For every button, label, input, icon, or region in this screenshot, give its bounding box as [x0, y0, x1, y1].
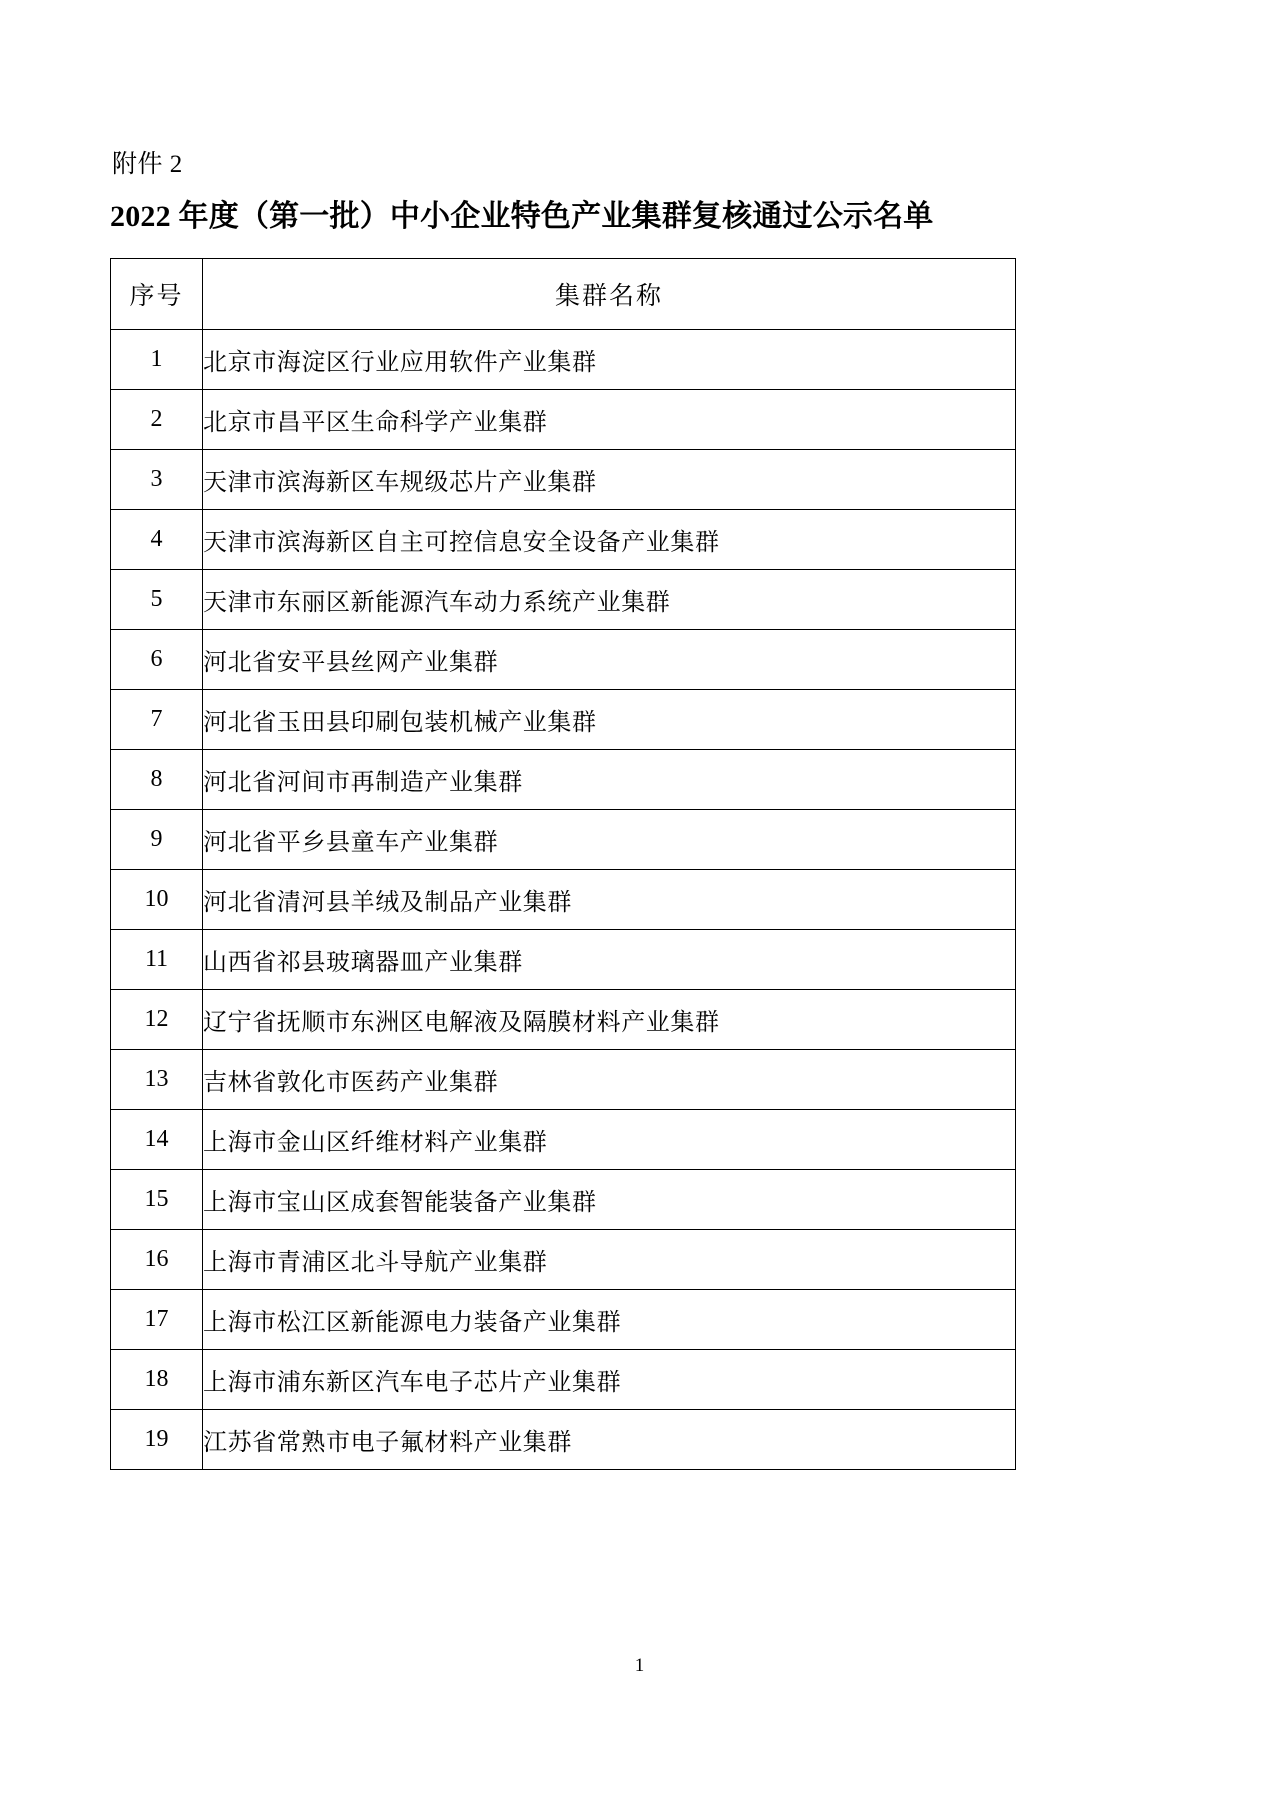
table-row: [111, 449, 1016, 509]
row-index: 5: [111, 569, 203, 629]
row-cluster-name: 上海市青浦区北斗导航产业集群: [203, 1229, 1016, 1289]
row-index: 10: [111, 869, 203, 929]
table-row: [111, 1409, 1016, 1469]
table-row: [111, 869, 1016, 929]
row-cluster-name: 河北省平乡县童车产业集群: [203, 809, 1016, 869]
table-row: [111, 1289, 1016, 1349]
row-cluster-name: 上海市金山区纤维材料产业集群: [203, 1109, 1016, 1169]
row-index: 16: [111, 1229, 203, 1289]
row-index: 7: [111, 689, 203, 749]
row-index: 9: [111, 809, 203, 869]
table-row: [111, 1169, 1016, 1229]
table-row: [111, 929, 1016, 989]
row-cluster-name: 山西省祁县玻璃器皿产业集群: [203, 929, 1016, 989]
row-cluster-name: 上海市宝山区成套智能装备产业集群: [203, 1169, 1016, 1229]
row-cluster-name: 吉林省敦化市医药产业集群: [203, 1049, 1016, 1109]
table-row: [111, 809, 1016, 869]
row-index: 4: [111, 509, 203, 569]
row-index: 3: [111, 449, 203, 509]
table-row: [111, 689, 1016, 749]
table-row: [111, 329, 1016, 389]
row-cluster-name: 北京市海淀区行业应用软件产业集群: [203, 329, 1016, 389]
row-cluster-name: 河北省安平县丝网产业集群: [203, 629, 1016, 689]
row-index: 11: [111, 929, 203, 989]
table-row: [111, 569, 1016, 629]
row-index: 18: [111, 1349, 203, 1409]
row-cluster-name: 河北省玉田县印刷包装机械产业集群: [203, 689, 1016, 749]
row-cluster-name: 上海市浦东新区汽车电子芯片产业集群: [203, 1349, 1016, 1409]
row-index: 17: [111, 1289, 203, 1349]
row-index: 6: [111, 629, 203, 689]
table-row: [111, 1349, 1016, 1409]
row-cluster-name: 上海市松江区新能源电力装备产业集群: [203, 1289, 1016, 1349]
row-index: 8: [111, 749, 203, 809]
table-row: [111, 389, 1016, 449]
cluster-list-table: [110, 258, 1016, 1470]
row-index: 12: [111, 989, 203, 1049]
row-cluster-name: 天津市东丽区新能源汽车动力系统产业集群: [203, 569, 1016, 629]
table-row: [111, 749, 1016, 809]
row-cluster-name: 河北省清河县羊绒及制品产业集群: [203, 869, 1016, 929]
row-index: 13: [111, 1049, 203, 1109]
row-index: 14: [111, 1109, 203, 1169]
column-header-index: 序号: [111, 258, 203, 329]
row-index: 15: [111, 1169, 203, 1229]
table-row: [111, 1229, 1016, 1289]
table-row: [111, 1049, 1016, 1109]
row-cluster-name: 辽宁省抚顺市东洲区电解液及隔膜材料产业集群: [203, 989, 1016, 1049]
table-row: [111, 1109, 1016, 1169]
page-number: 1: [634, 1655, 646, 1676]
table-row: [111, 989, 1016, 1049]
table-row: [111, 509, 1016, 569]
table-header-row: [111, 258, 1016, 329]
row-index: 2: [111, 389, 203, 449]
attachment-label: 附件 2: [112, 151, 183, 178]
column-header-name: 集群名称: [203, 258, 1016, 329]
row-index: 19: [111, 1409, 203, 1469]
row-index: 1: [111, 329, 203, 389]
row-cluster-name: 江苏省常熟市电子氟材料产业集群: [203, 1409, 1016, 1469]
row-cluster-name: 河北省河间市再制造产业集群: [203, 749, 1016, 809]
row-cluster-name: 天津市滨海新区车规级芯片产业集群: [203, 449, 1016, 509]
table-body: [111, 329, 1016, 1469]
page-title: 2022 年度（第一批）中小企业特色产业集群复核通过公示名单: [110, 200, 934, 233]
row-cluster-name: 天津市滨海新区自主可控信息安全设备产业集群: [203, 509, 1016, 569]
table-row: [111, 629, 1016, 689]
row-cluster-name: 北京市昌平区生命科学产业集群: [203, 389, 1016, 449]
